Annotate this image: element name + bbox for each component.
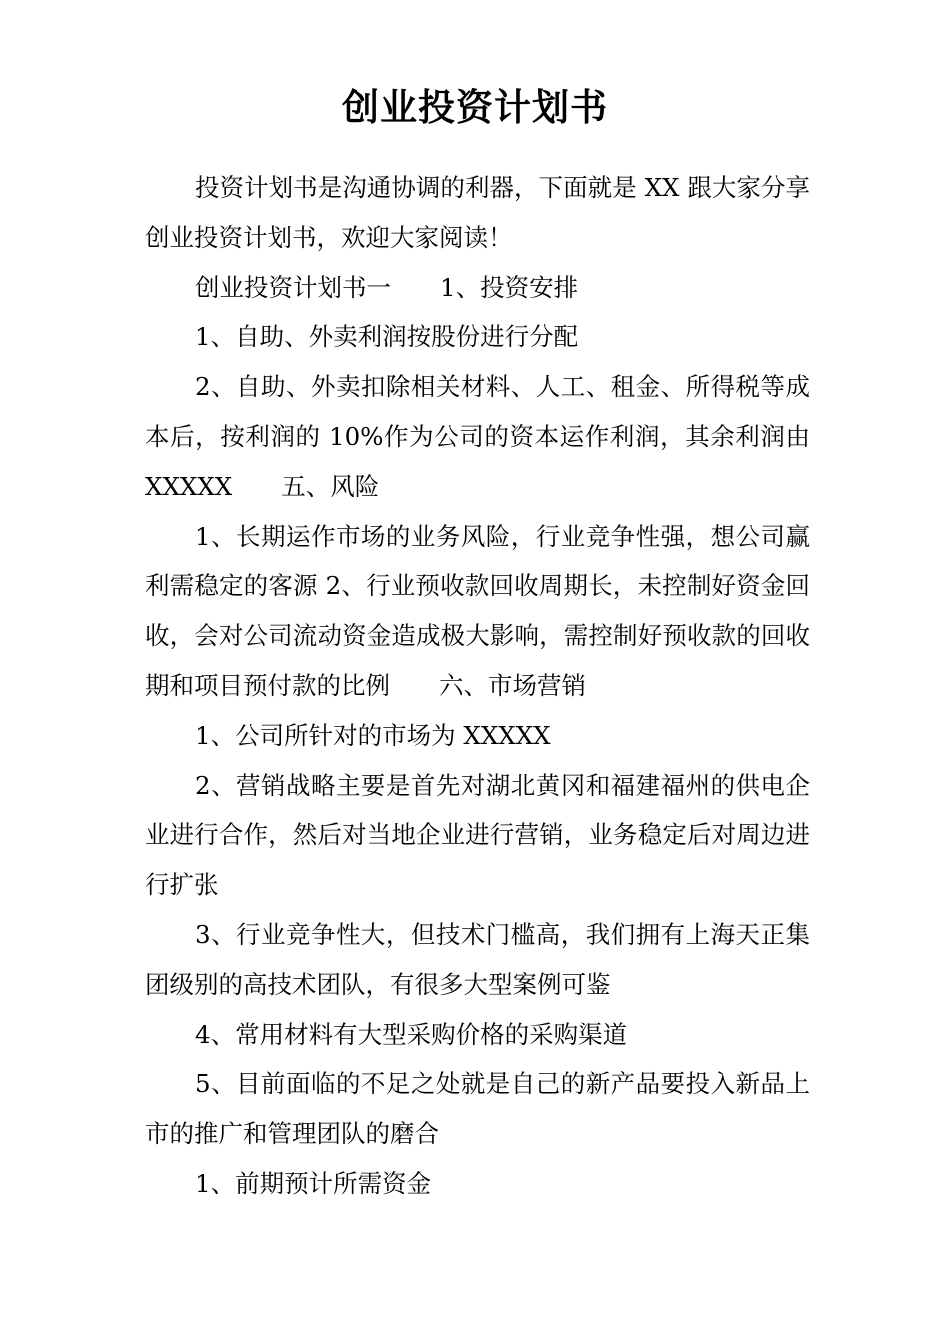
document-body — [145, 163, 810, 1209]
paragraph-profit-distribution: 1、自助、外卖利润按股份进行分配 — [195, 322, 579, 352]
document-title: 创业投资计划书 — [342, 85, 608, 129]
paragraph-procurement: 4、常用材料有大型采购价格的采购渠道 — [195, 1019, 628, 1049]
paragraph-competition: 3、行业竞争性大，但技术门槛高，我们拥有上海天正集团级别的高技术团队，有很多大型案例可鉴 — [145, 919, 810, 999]
paragraph-intro: 投资计划书是沟通协调的利器，下面就是 XX 跟大家分享创业投资计划书，欢迎大家阅读！ — [145, 173, 810, 252]
paragraph-target-market: 1、公司所针对的市场为 XXXXX — [195, 720, 551, 750]
paragraph-marketing-strategy: 2、营销战略主要是首先对湖北黄冈和福建福州的供电企业进行合作，然后对当地企业进行营销，业务稳定后对周边进行扩张 — [145, 770, 810, 900]
paragraph-risks: 1、长期运作市场的业务风险，行业竞争性强，想公司赢利需稳定的客源 2、行业预收款回收周期长，未控制好资金回收，会对公司流动资金造成极大影响，需控制好预收款的回收期和项目预付款的比例 六、市场营销 — [145, 521, 810, 700]
paragraph-profit-allocation: 2、自助、外卖扣除相关材料、人工、租金、所得税等成本后，按利润的 10%作为公司的资本运作利润，其余利润由 XXXXX 五、风险 — [145, 372, 810, 501]
paragraph-weakness: 5、目前面临的不足之处就是自己的新产品要投入新品上市的推广和管理团队的磨合 — [145, 1069, 810, 1149]
paragraph-funding: 1、前期预计所需资金 — [195, 1168, 432, 1198]
paragraph-plan-one-heading: 创业投资计划书一 1、投资安排 — [195, 272, 579, 302]
